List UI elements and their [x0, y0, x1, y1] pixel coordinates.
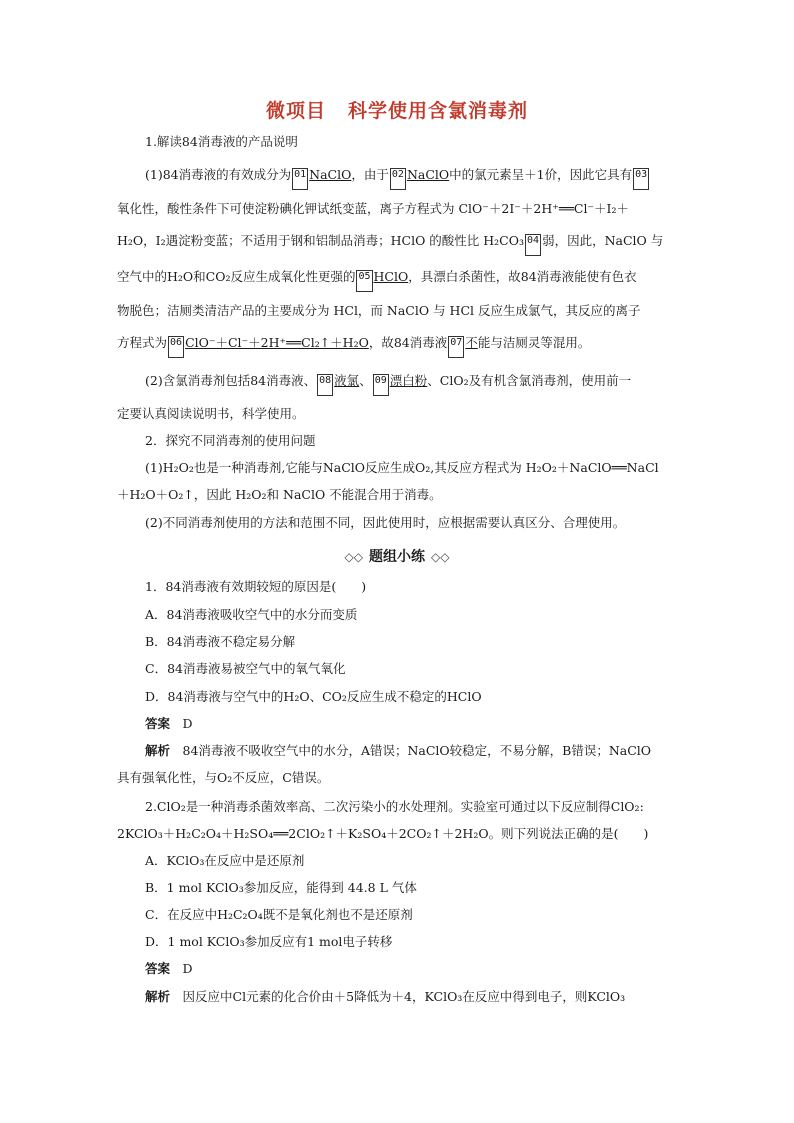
section-heading: ◇◇ 题组小练 ◇◇ — [344, 549, 450, 565]
p1-line4: 空气中的H₂O和CO₂反应生成氧化性更强的 05 HClO，具漂白杀菌性，故84消毒液能使有色衣 — [117, 268, 684, 292]
diamond-deco-icon: ◇◇ — [344, 550, 363, 564]
sec1-heading: 1.解读84消毒液的产品说明 — [145, 134, 298, 149]
blank-marker: 05 — [356, 270, 372, 292]
answer-text: 液氯 — [334, 373, 360, 388]
q2-option-d: D．1 mol KClO₃参加反应有1 mol电子转移 — [145, 934, 393, 949]
blank-marker: 09 — [373, 374, 389, 396]
answer-text: 不 — [465, 335, 478, 350]
s2-line1: (1)H₂O₂也是一种消毒剂,它能与NaClO反应生成O₂,其反应方程式为 H₂O₂＋NaClO══NaCl — [145, 460, 659, 475]
q2-answer: 答案 D — [145, 961, 193, 976]
q1-analysis-line1: 解析 84消毒液不吸收空气中的水分，A错误；NaClO较稳定，不易分解，B错误；NaClO — [145, 743, 652, 758]
p2-line1: (2)含氯消毒剂包括84消毒液、 08 液氯、 09 漂白粉、ClO₂及有机含氯消毒剂，使用前一 — [145, 372, 684, 396]
q1-option-b: B．84消毒液不稳定易分解 — [145, 634, 296, 649]
title-left: 微项目 — [265, 100, 326, 122]
blank-marker: 03 — [633, 168, 649, 190]
answer-text: NaClO — [309, 167, 352, 182]
q1-stem: 1．84消毒液有效期较短的原因是( ) — [145, 579, 367, 594]
p1-line1: (1)84消毒液的有效成分为 01 NaClO，由于 02 NaClO中的氯元素呈＋1价，因此它具有 03 — [145, 166, 684, 190]
blank-marker: 02 — [390, 168, 406, 190]
s2-line3: (2)不同消毒剂使用的方法和范围不同，因此使用时，应根据需要认真区分、合理使用。 — [145, 515, 626, 530]
q1-analysis-line2: 具有强氧化性，与O₂不反应，C错误。 — [117, 770, 330, 785]
blank-marker: 07 — [448, 336, 464, 358]
p1-line6: 方程式为 06 ClO⁻＋Cl⁻＋2H⁺══Cl₂↑＋H₂O，故84消毒液 07 不能与洁厕灵等混用。 — [117, 334, 684, 358]
q2-stem-line1: 2.ClO₂是一种消毒杀菌效率高、二次污染小的水处理剂。实验室可通过以下反应制得ClO₂: — [145, 799, 644, 814]
title-right: 科学使用含氯消毒剂 — [348, 100, 529, 122]
blank-marker: 01 — [292, 168, 308, 190]
s2-line2: ＋H₂O＋O₂↑，因此 H₂O₂和 NaClO 不能混合用于消毒。 — [117, 487, 442, 502]
blank-marker: 08 — [317, 374, 333, 396]
q2-option-a: A．KClO₃在反应中是还原剂 — [145, 853, 305, 868]
q1-option-c: C．84消毒液易被空气中的氧气氧化 — [145, 661, 346, 676]
p1-line3: H₂O，I₂遇淀粉变蓝；不适用于钢和铝制品消毒；HClO 的酸性比 H₂CO₃ 04 弱，因此，NaClO 与 — [117, 232, 684, 256]
answer-text: NaClO — [406, 167, 450, 182]
q1-answer: 答案 D — [145, 716, 193, 731]
diamond-deco-icon: ◇◇ — [431, 550, 450, 564]
sec2-heading: 2．探究不同消毒剂的使用问题 — [145, 433, 316, 448]
p1-line2: 氧化性，酸性条件下可使淀粉碘化钾试纸变蓝，离子方程式为 ClO⁻＋2I⁻＋2H⁺══Cl⁻＋I₂＋ — [117, 201, 629, 216]
answer-text: ClO⁻＋Cl⁻＋2H⁺══Cl₂↑＋H₂O — [185, 335, 369, 350]
q2-stem-line2: 2KClO₃＋H₂C₂O₄＋H₂SO₄══2ClO₂↑＋K₂SO₄＋2CO₂↑＋2H₂O。则下列说法正确的是( ) — [117, 826, 649, 841]
q2-option-c: C．在反应中H₂C₂O₄既不是氧化剂也不是还原剂 — [145, 907, 413, 922]
q2-option-b: B．1 mol KClO₃参加反应，能得到 44.8 L 气体 — [145, 880, 417, 895]
page-title — [0, 96, 794, 123]
blank-marker: 06 — [168, 336, 184, 358]
p2-line2: 定要认真阅读说明书，科学使用。 — [117, 406, 305, 421]
q1-option-a: A．84消毒液吸收空气中的水分而变质 — [145, 607, 358, 622]
q1-option-d: D．84消毒液与空气中的H₂O、CO₂反应生成不稳定的HClO — [145, 689, 482, 704]
blank-marker: 04 — [525, 234, 541, 256]
p1-line5: 物脱色；洁厕类清洁产品的主要成分为 HCl，而 NaClO 与 HCl 反应生成氯气，其反应的离子 — [117, 303, 641, 318]
q2-analysis-line1: 解析 因反应中Cl元素的化合价由＋5降低为＋4，KClO₃在反应中得到电子，则KClO₃ — [145, 989, 626, 1004]
answer-text: 漂白粉 — [389, 373, 428, 388]
answer-text: HClO — [373, 269, 409, 284]
